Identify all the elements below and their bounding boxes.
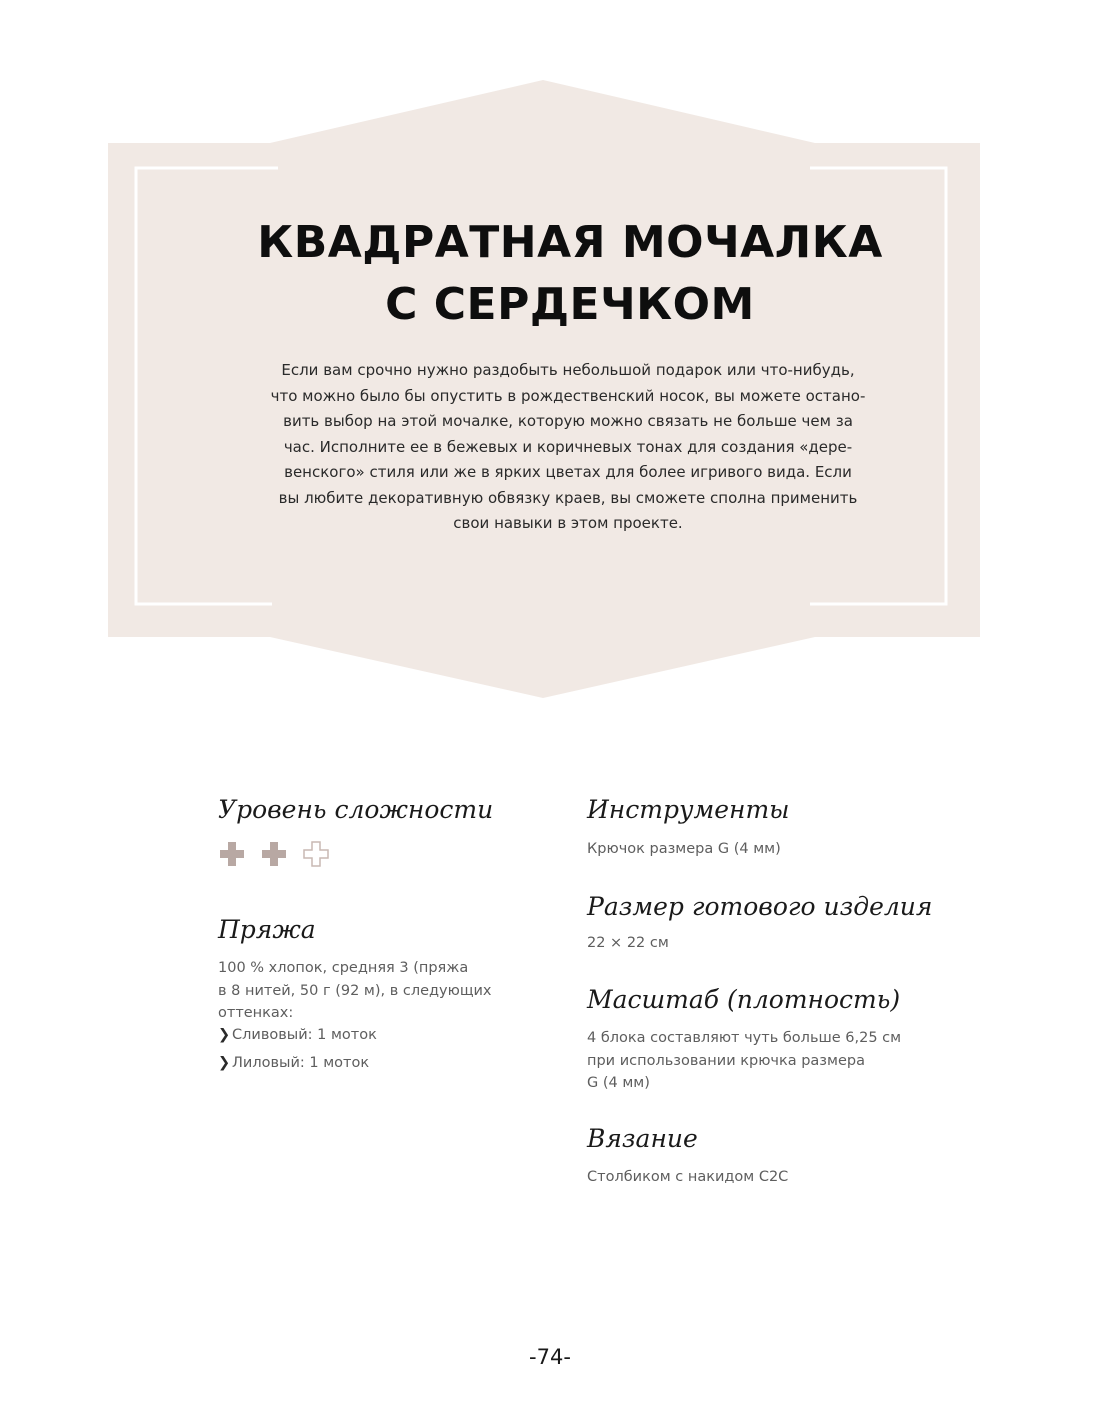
gauge-line: 4 блока составляют чуть больше 6,25 см [587, 1030, 902, 1046]
list-item [218, 1021, 377, 1049]
difficulty-level [218, 840, 334, 870]
intro-line: венского» стиля или же в ярких цветах для более игривого вида. Если [284, 463, 852, 481]
title-line-1: КВАДРАТНАЯ МОЧАЛКА [257, 217, 883, 268]
size-heading: Размер готового изделия [587, 892, 933, 921]
intro-line: час. Исполните ее в бежевых и коричневых тонах для создания «дере- [283, 437, 853, 456]
yarn-colors-list [218, 1021, 377, 1077]
intro-line: вы любите декоративную обвязку краев, вы сможете сполна применить [278, 488, 858, 507]
plus-outline-icon [304, 842, 328, 866]
stitch-heading: Вязание [587, 1124, 698, 1153]
page-number: -74- [529, 1345, 571, 1369]
intro-line: что можно было бы опустить в рождественский носок, вы можете остано- [270, 386, 866, 405]
chevron-right-icon: ❯ [218, 1027, 231, 1043]
yarn-description [218, 957, 518, 1025]
yarn-line: 100 % хлопок, средняя 3 (пряжа [218, 960, 469, 976]
intro-line: свои навыки в этом проекте. [453, 514, 683, 532]
gauge-line: при использовании крючка размера [587, 1052, 865, 1069]
list-item-label: Сливовый: 1 моток [232, 1027, 377, 1043]
difficulty-heading: Уровень сложности [218, 795, 494, 824]
yarn-line: в 8 нитей, 50 г (92 м), в следующих [218, 982, 492, 999]
chevron-right-icon: ❯ [218, 1055, 231, 1071]
size-text: 22 × 22 см [587, 935, 669, 951]
plus-icon [220, 842, 244, 866]
tools-heading: Инструменты [587, 795, 790, 824]
yarn-heading: Пряжа [218, 915, 316, 944]
tools-text: Крючок размера G (4 мм) [587, 841, 781, 857]
yarn-line: оттенках: [218, 1005, 294, 1021]
intro-line: Если вам срочно нужно раздобыть небольшой подарок или что-нибудь, [281, 361, 855, 379]
page-title [160, 212, 980, 336]
intro-paragraph [248, 358, 888, 537]
title-line-2: С СЕРДЕЧКОМ [385, 279, 755, 330]
gauge-heading: Масштаб (плотность) [587, 985, 901, 1014]
gauge-line: G (4 мм) [587, 1075, 650, 1091]
list-item [218, 1049, 377, 1077]
intro-line: вить выбор на этой мочалке, которую можно связать не больше чем за [283, 412, 853, 430]
gauge-description [587, 1027, 927, 1095]
plus-icon [262, 842, 286, 866]
stitch-text: Столбиком с накидом C2C [587, 1169, 789, 1185]
list-item-label: Лиловый: 1 моток [232, 1055, 370, 1071]
